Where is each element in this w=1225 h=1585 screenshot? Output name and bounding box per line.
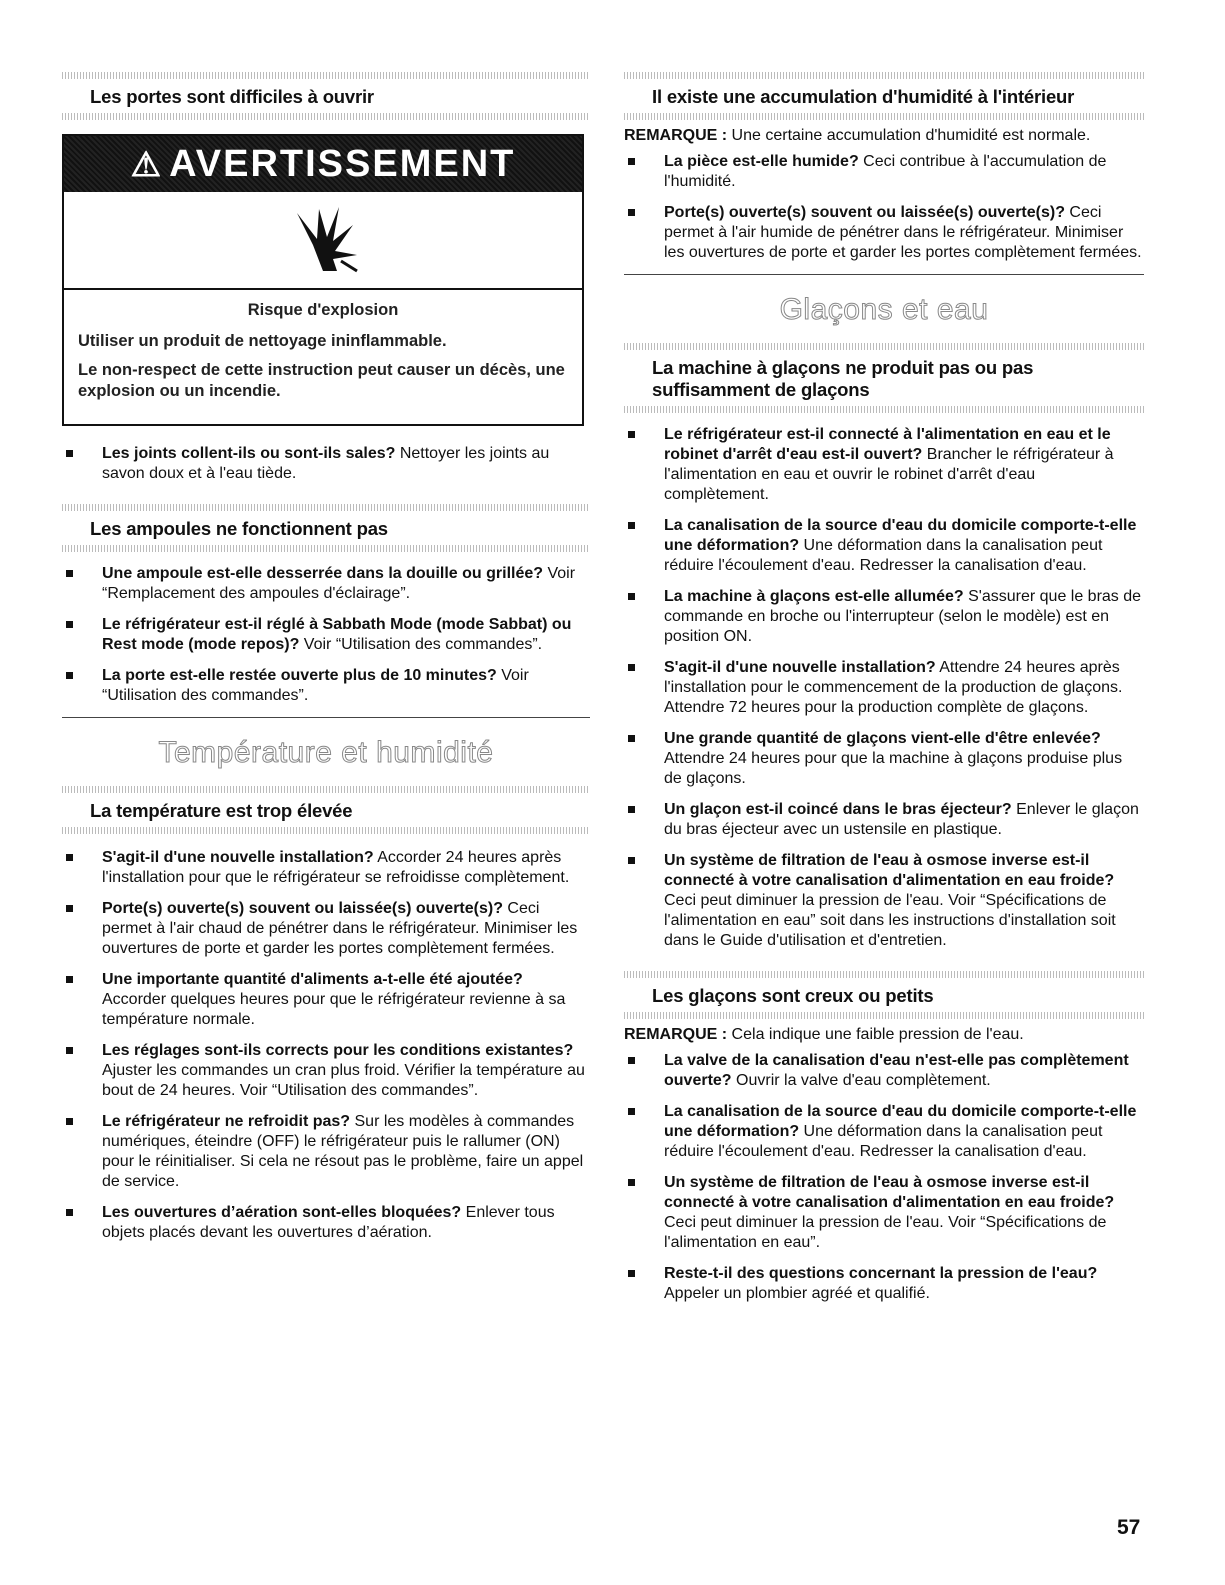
list-item: Porte(s) ouverte(s) souvent ou laissée(s) ouverte(s)? Ceci permet à l'air chaud de pénétrer dans le réfrigérateur. Minimiser les ouvertures de porte et garder les portes complètement fermées.: [62, 899, 590, 959]
list-item: S'agit-il d'une nouvelle installation? Accorder 24 heures après l'installation pour que le réfrigérateur se refroidisse complètement.: [62, 848, 590, 888]
list-item: Le réfrigérateur est-il réglé à Sabbath Mode (mode Sabbat) ou Rest mode (mode repos)? Voir “Utilisation des commandes”.: [62, 615, 590, 655]
section-header-humidity: [624, 72, 1144, 120]
section-header-icemaker: [624, 343, 1144, 413]
hollow-list: [624, 1051, 1144, 1304]
list-item: La valve de la canalisation d'eau n'est-elle pas complètement ouverte? Ouvrir la valve d'eau complètement.: [624, 1051, 1144, 1091]
section-title: La température est trop élevée: [90, 800, 353, 821]
list-item: Un glaçon est-il coincé dans le bras éjecteur? Enlever le glaçon du bras éjecteur avec un ustensile en plastique.: [624, 800, 1144, 840]
chapter-heading: Température et humidité: [158, 736, 494, 769]
left-column: [62, 72, 590, 1254]
list-item: Un système de filtration de l'eau à osmose inverse est-il connecté à votre canalisation d'alimentation en eau froide? Ceci peut diminuer la pression de l'eau. Voir “Spécifications de l'alimentation en eau” soit dans les instructions d'installation soit dans le Guide d'utilisation et d'entretien.: [624, 851, 1144, 951]
section-title: La machine à glaçons ne produit pas ou pas suffisamment de glaçons: [652, 357, 1034, 400]
warning-header: [64, 136, 582, 192]
temp-list: [62, 848, 590, 1243]
list-item: Un système de filtration de l'eau à osmose inverse est-il connecté à votre canalisation d'alimentation en eau froide? Ceci peut diminuer la pression de l'eau. Voir “Spécifications de l'alimentation en eau”.: [624, 1173, 1144, 1253]
section-title: Les glaçons sont creux ou petits: [652, 985, 934, 1006]
list-item: La machine à glaçons est-elle allumée? S'assurer que le bras de commande en broche ou l'interrupteur (selon le modèle) est en position ON.: [624, 587, 1144, 647]
list-item: Les réglages sont-ils corrects pour les conditions existantes? Ajuster les commandes un cran plus froid. Vérifier la température au bout de 24 heures. Voir “Utilisation des commandes”.: [62, 1041, 590, 1101]
humidity-list: [624, 152, 1144, 263]
list-item: Une grande quantité de glaçons vient-elle d'être enlevée? Attendre 24 heures pour que la machine à glaçons produise plus de glaçons.: [624, 729, 1144, 789]
section-title: Les portes sont difficiles à ouvrir: [90, 86, 374, 107]
note: REMARQUE : Une certaine accumulation d'humidité est normale.: [624, 127, 1091, 144]
section-header-temp: [62, 786, 590, 834]
list-item: La porte est-elle restée ouverte plus de 10 minutes? Voir “Utilisation des commandes”.: [62, 666, 590, 706]
section-title: Les ampoules ne fonctionnent pas: [90, 518, 388, 539]
list-item: La canalisation de la source d'eau du domicile comporte-t-elle une déformation? Une déformation dans la canalisation peut réduire l'écoulement d'eau. Redresser la canalisation d'eau.: [624, 1102, 1144, 1162]
list-item: Les ouvertures d’aération sont-elles bloquées? Enlever tous objets placés devant les ouvertures d’aération.: [62, 1203, 590, 1243]
list-item: La canalisation de la source d'eau du domicile comporte-t-elle une déformation? Une déformation dans la canalisation peut réduire l'écoulement d'eau. Redresser la canalisation d'eau.: [624, 516, 1144, 576]
list-item: Porte(s) ouverte(s) souvent ou laissée(s) ouverte(s)? Ceci permet à l'air humide de pénétrer dans le réfrigérateur. Minimiser les ouvertures de porte et garder les portes complètement fermées.: [624, 203, 1144, 263]
warning-box: [62, 134, 584, 426]
section-header-hollow: [624, 971, 1144, 1019]
list-item: Le réfrigérateur est-il connecté à l'alimentation en eau et le robinet d'arrêt d'eau est-il ouvert? Brancher le réfrigérateur à l'alimentation en eau et ouvrir le robinet d'arrêt d'eau complètement.: [624, 425, 1144, 505]
warning-triangle-icon: ⚠: [130, 146, 164, 184]
warning-title: AVERTISSEMENT: [169, 143, 516, 185]
right-column: [624, 72, 1144, 1315]
warning-line: Utiliser un produit de nettoyage ininflammable.: [78, 332, 447, 350]
warning-risk: Risque d'explosion: [247, 301, 399, 319]
list-item: Les joints collent-ils ou sont-ils sales? Nettoyer les joints au savon doux et à l'eau tiède.: [62, 444, 590, 484]
warning-body: [64, 290, 582, 424]
list-item: S'agit-il d'une nouvelle installation? Attendre 24 heures après l'installation pour le commencement de la production de glaçons. Attendre 72 heures pour la production complète de glaçons.: [624, 658, 1144, 718]
list-item: La pièce est-elle humide? Ceci contribue à l'accumulation de l'humidité.: [624, 152, 1144, 192]
note: REMARQUE : Cela indique une faible pression de l'eau.: [624, 1026, 1024, 1043]
chapter-heading: Glaçons et eau: [779, 293, 989, 326]
warning-line: Le non-respect de cette instruction peut causer un décès, une explosion ou un incendie.: [78, 361, 565, 400]
list-item: Reste-t-il des questions concernant la pression de l'eau? Appeler un plombier agréé et qualifié.: [624, 1264, 1144, 1304]
list-item: Le réfrigérateur ne refroidit pas? Sur les modèles à commandes numériques, éteindre (OFF) le réfrigérateur puis le rallumer (ON) pour le réinitialiser. Si cela ne résout pas le problème, faire un appel de service.: [62, 1112, 590, 1192]
list-item: Une ampoule est-elle desserrée dans la douille ou grillée? Voir “Remplacement des ampoules d'éclairage”.: [62, 564, 590, 604]
explosion-icon: [64, 192, 582, 290]
doors-list: [62, 444, 590, 484]
icemaker-list: [624, 425, 1144, 951]
section-header-doors: [62, 72, 590, 120]
bulbs-list: [62, 564, 590, 706]
section-title: Il existe une accumulation d'humidité à l'intérieur: [652, 86, 1075, 107]
page-number: 57: [1117, 1516, 1141, 1539]
list-item: Une importante quantité d'aliments a-t-elle été ajoutée? Accorder quelques heures pour que le réfrigérateur revienne à sa température normale.: [62, 970, 590, 1030]
section-header-bulbs: [62, 504, 590, 552]
